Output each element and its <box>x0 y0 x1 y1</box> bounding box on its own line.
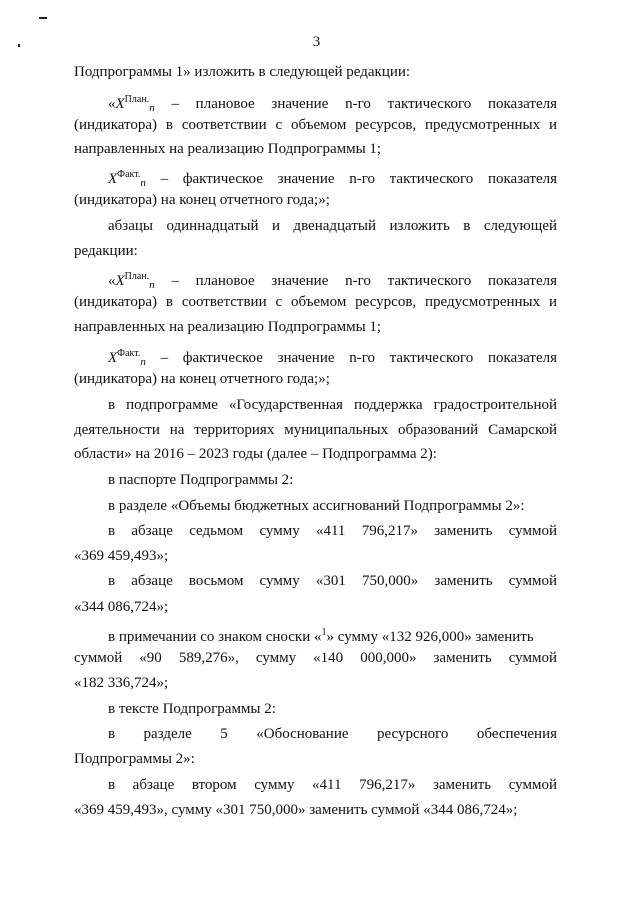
formula-fact-line <box>108 165 557 193</box>
formula-subscript: n <box>149 102 155 114</box>
text-line: (индикатора) в соответствии с объемом ресурсов, предусмотренных и <box>74 117 557 133</box>
footnote-prefix: в примечании со знаком сноски « <box>108 629 322 645</box>
text-line: в подпрограмме «Государственная поддержка градостроительной <box>108 397 557 413</box>
formula-subscript: n <box>140 356 146 368</box>
text-line: в разделе 5 «Обоснование ресурсного обеспечения <box>108 726 557 742</box>
formula-plan-line <box>108 90 557 118</box>
open-quote: « <box>108 273 116 289</box>
text-line: (индикатора) на конец отчетного года;»; <box>74 192 330 208</box>
page-number: 3 <box>312 34 321 50</box>
text-line: абзацы одиннадцатый и двенадцатый изложить в следующей <box>108 218 557 234</box>
text-line: Подпрограммы 2»: <box>74 751 195 767</box>
text-line: в разделе «Объемы бюджетных ассигнований Подпрограммы 2»: <box>108 498 525 514</box>
text-line: направленных на реализацию Подпрограммы 1; <box>74 141 382 157</box>
text-line: в тексте Подпрограммы 2: <box>108 701 276 717</box>
formula-symbol: X <box>115 273 125 289</box>
formula-fact <box>108 171 146 187</box>
text-line: суммой «90 589,276», сумму «140 000,000» заменить суммой <box>74 650 557 666</box>
text-line: области» на 2016 – 2023 годы (далее – Подпрограмма 2): <box>74 446 437 462</box>
formula-superscript: План. <box>124 271 150 282</box>
open-quote: « <box>108 96 116 112</box>
formula-plan <box>108 96 155 112</box>
text-line: редакции: <box>74 243 138 259</box>
text-line: «344 086,724»; <box>74 599 169 615</box>
scan-mark <box>39 17 47 19</box>
text-line: в абзаце восьмом сумму «301 750,000» заменить суммой <box>108 573 557 589</box>
formula-symbol: X <box>108 171 118 187</box>
text-line: «369 459,493»; <box>74 548 169 564</box>
text-line: Подпрограммы 1» изложить в следующей редакции: <box>74 64 411 80</box>
text-line: направленных на реализацию Подпрограммы 1; <box>74 319 382 335</box>
formula-subscript: n <box>140 177 146 189</box>
text-line: деятельности на территориях муниципальных образований Самарской <box>74 422 557 438</box>
text-line: (индикатора) в соответствии с объемом ресурсов, предусмотренных и <box>74 294 557 310</box>
formula-superscript: План. <box>124 94 150 105</box>
formula-description: – плановое значение n-го тактического показателя <box>171 96 557 112</box>
formula-description: – фактическое значение n-го тактического показателя <box>160 171 558 187</box>
footnote-mark: 1 <box>321 627 327 638</box>
formula-fact-line <box>108 344 557 372</box>
text-line: «369 459,493», сумму «301 750,000» заменить суммой «344 086,724»; <box>74 802 518 818</box>
text-line: в паспорте Подпрограммы 2: <box>108 472 294 488</box>
formula-symbol: X <box>108 350 118 366</box>
formula-superscript: Факт. <box>117 348 141 359</box>
formula-symbol: X <box>115 96 125 112</box>
text-line: в абзаце втором сумму «411 796,217» заменить суммой <box>108 777 557 793</box>
formula-plan-line <box>108 267 557 295</box>
formula-description: – плановое значение n-го тактического показателя <box>171 273 557 289</box>
formula-plan <box>108 273 155 289</box>
text-line: (индикатора) на конец отчетного года;»; <box>74 371 330 387</box>
formula-description: – фактическое значение n-го тактического показателя <box>160 350 558 366</box>
footnote-rest: » сумму «132 926,000» заменить <box>326 629 534 645</box>
formula-subscript: n <box>149 279 155 291</box>
text-line: в абзаце седьмом сумму «411 796,217» заменить суммой <box>108 523 557 539</box>
formula-fact <box>108 350 146 366</box>
footnote-line <box>108 623 557 647</box>
formula-superscript: Факт. <box>117 169 141 180</box>
text-line: «182 336,724»; <box>74 675 169 691</box>
